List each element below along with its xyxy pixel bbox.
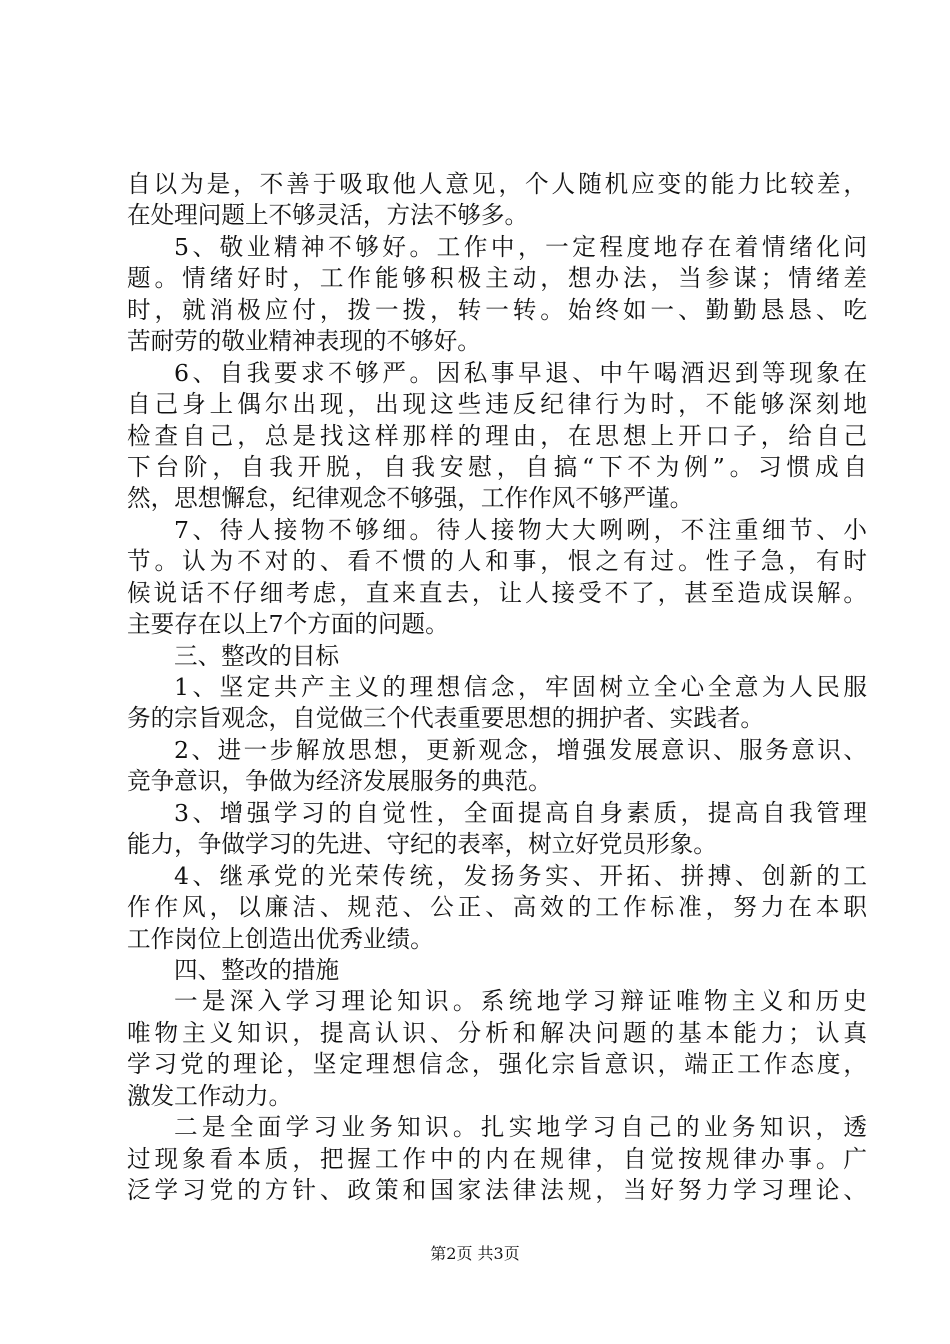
text-line: 苦耐劳的敬业精神表现的不够好。 xyxy=(127,327,481,356)
text-line: 3、增强学习的自觉性，全面提高自身素质，提高自我管理 xyxy=(174,798,867,827)
text-line: 学习党的理论，坚定理想信念，强化宗旨意识，端正工作态度， xyxy=(127,1050,867,1079)
text-line: 工作岗位上创造出优秀业绩。 xyxy=(127,924,434,953)
text-line: 泛学习党的方针、政策和国家法律法规，当好努力学习理论、 xyxy=(127,1176,867,1204)
text-line: 题。情绪好时，工作能够积极主动，想办法，当参谋；情绪差 xyxy=(127,264,867,293)
text-line: 下台阶，自我开脱，自我安慰，自搞“下不为例”。习惯成自 xyxy=(127,452,867,481)
text-line: 1、坚定共产主义的理想信念，牢固树立全心全意为人民服 xyxy=(174,673,867,701)
text-line: 三、整改的目标 xyxy=(174,641,340,670)
text-line: 自己身上偶尔出现，出现这些违反纪律行为时，不能够深刻地 xyxy=(127,390,867,419)
text-line: 二是全面学习业务知识。扎实地学习自己的业务知识，透 xyxy=(174,1113,867,1142)
paragraph xyxy=(127,798,867,861)
text-line: 7、待人接物不够细。待人接物大大咧咧，不注重细节、小 xyxy=(174,515,867,544)
paragraph xyxy=(127,232,867,358)
text-line: 过现象看本质，把握工作中的内在规律，自觉按规律办事。广 xyxy=(127,1144,867,1173)
text-line: 节。认为不对的、看不惯的人和事，恨之有过。性子急，有时 xyxy=(127,547,867,576)
text-line: 然，思想懈怠，纪律观念不够强，工作作风不够严谨。 xyxy=(127,484,694,513)
paragraph xyxy=(127,735,867,798)
paragraph xyxy=(127,358,867,515)
text-line: 6、自我要求不够严。因私事早退、中午喝酒迟到等现象在 xyxy=(174,358,867,387)
text-line: 务的宗旨观念，自觉做三个代表重要思想的拥护者、实践者。 xyxy=(127,704,765,733)
paragraph xyxy=(127,986,867,1112)
text-line: 唯物主义知识，提高认识、分析和解决问题的基本能力；认真 xyxy=(127,1018,867,1047)
text-line: 在处理问题上不够灵活，方法不够多。 xyxy=(127,201,529,230)
paragraph xyxy=(127,672,867,735)
text-line: 自以为是，不善于吸取他人意见，个人随机应变的能力比较差， xyxy=(127,170,867,198)
text-line: 时，就消极应付，拨一拨，转一转。始终如一、勤勤恳恳、吃 xyxy=(127,295,867,324)
text-line: 四、整改的措施 xyxy=(174,955,340,984)
text-line: 一是深入学习理论知识。系统地学习辩证唯物主义和历史 xyxy=(174,987,867,1016)
text-line: 能力，争做学习的先进、守纪的表率，树立好党员形象。 xyxy=(127,830,717,859)
text-line: 5、敬业精神不够好。工作中，一定程度地存在着情绪化问 xyxy=(174,232,867,261)
paragraph xyxy=(127,169,867,232)
text-line: 激发工作动力。 xyxy=(127,1081,293,1110)
text-line: 竞争意识，争做为经济发展服务的典范。 xyxy=(127,767,552,796)
text-line: 检查自己，总是找这样那样的理由，在思想上开口子，给自己 xyxy=(127,421,867,450)
text-line: 4、继承党的光荣传统，发扬务实、开拓、拼搏、创新的工 xyxy=(174,861,867,890)
text-line: 2、进一步解放思想，更新观念，增强发展意识、服务意识、 xyxy=(174,735,867,764)
text-line: 候说话不仔细考虑，直来直去，让人接受不了，甚至造成误解。 xyxy=(127,578,867,607)
paragraph xyxy=(127,955,867,986)
text-line: 主要存在以上7个方面的问题。 xyxy=(127,610,449,639)
text-line: 作作风，以廉洁、规范、公正、高效的工作标准，努力在本职 xyxy=(127,893,867,922)
paragraph xyxy=(127,861,867,955)
page-footer: 第2页 共3页 xyxy=(430,1244,520,1263)
paragraph xyxy=(127,641,867,672)
paragraph xyxy=(127,515,867,641)
paragraph xyxy=(127,1112,867,1206)
document-body xyxy=(127,169,867,1206)
